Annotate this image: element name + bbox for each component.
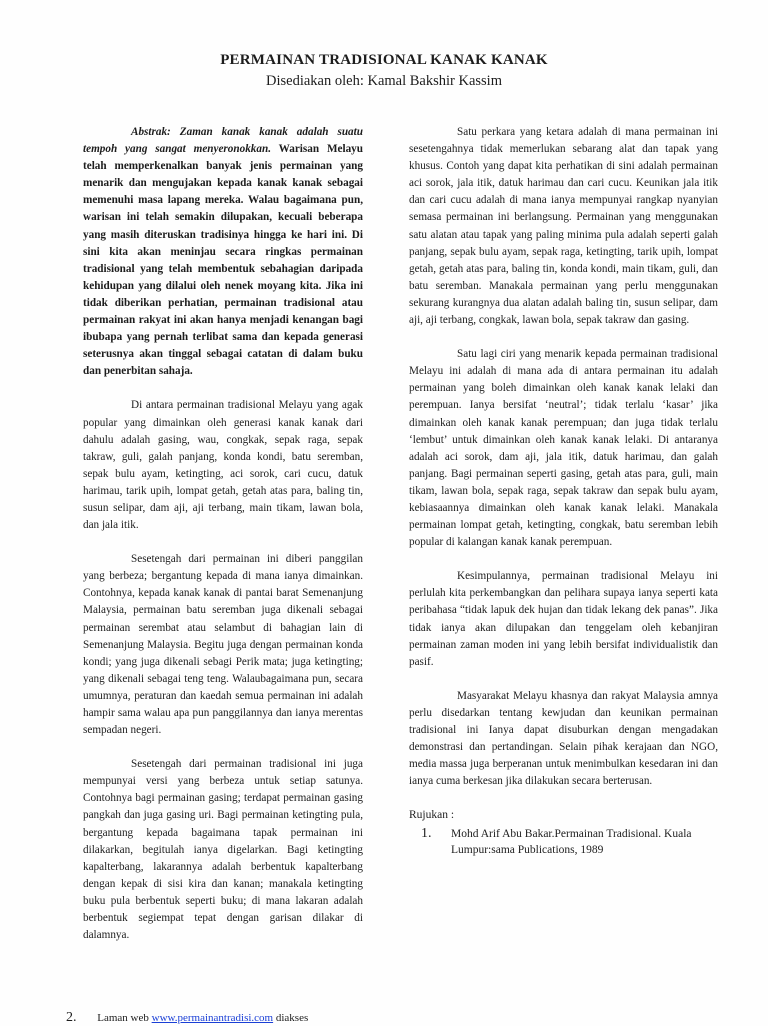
footer-suffix: diakses [275, 1012, 309, 1024]
left-paragraph-3: Sesetengah dari permainan tradisional ini juga mempunyai versi yang berbeza untuk setiap satunya. Contohnya bagi permainan gasing; terdapat permainan gasing pangkah dan juga gasing uri. Bagi permainan ketingting pula, bergantung kepada bagaimana tapak permainan ini dilakarkan, begitulah ianya digelarkan. Bagi ketingting kapalterbang, lakarannya adalah berbentuk kapalterbang dengan kepak di sisi kira dan kanan; manakala ketingting buku pula berbentuk seperti buku; di mana lakaran adalah berbentuk segiempat tepat dengan garisan dilakar di dalamnya. [83, 758, 363, 942]
reference-item [409, 826, 718, 858]
abstract-label: Abstrak: [131, 126, 171, 138]
author-line: Disediakan oleh: Kamal Bakshir Kassim [266, 73, 502, 89]
left-column [83, 124, 363, 944]
reference-text: Mohd Arif Abu Bakar.Permainan Tradisional. Kuala Lumpur:sama Publications, 1989 [451, 828, 692, 857]
right-paragraph-4: Masyarakat Melayu khasnya dan rakyat Malaysia amnya perlu disedarkan tentang kewjudan dan keunikan permainan tradisional ini Ianya dapat disuburkan dengan mengadakan demonstrasi dan pertandingan. Selain pihak kerajaan dan NGO, media massa juga berperanan untuk menimbulkan kesedaran ini dan ianya cuma berkesan jika dilakukan secara berterusan. [409, 689, 718, 788]
right-column [409, 124, 718, 858]
left-paragraph-2: Sesetengah dari permainan ini diberi panggilan yang berbeza; bergantung kepada di mana ianya dimainkan. Contohnya, kepada kanak kanak di pantai barat Semenanjung Malaysia, permainan batu seremban juga dikenali sebagai permainan serembat atau selambut di bahagian lain di Semenanjung Malaysia. Begitu juga dengan permainan konda kondi; yang juga dikenali sebagi Perik mata; juga ketingting; yang dikenali sebagai teng teng. Walaubagaimana pun, secara umumnya, peraturan dan kaedah semua permainan ini adalah hampir sama walau apa pun panggilannya dan ianya merentas sempadan negeri. [83, 553, 363, 737]
left-paragraph-1: Di antara permainan tradisional Melayu yang agak popular yang dimainkan oleh generasi kanak kanak dari dahulu adalah gasing, wau, congkak, sepak raga, sepak takraw, guli, galah panjang, konda kondi, batu seremban, sepak bulu ayam, ketingting, aci sorok, cari cucu, datuk harimau, tarik upih, lompat getah, getah atas para, baling tin, susun selipar, dam aji, aji terbang, main tikam, lawan bola, dan jala itik. [83, 399, 363, 532]
right-paragraph-1: Satu perkara yang ketara adalah di mana permainan ini sesetengahnya tidak memerlukan sebarang alat dan tapak yang khusus. Contoh yang dapat kita perhatikan di sini adalah permainan aci sorok, jala itik, datuk harimau dan cari cucu. Keunikan jala itik dan cari cucu adalah di mana ianya mempunyai rangkap nyanyian semasa permainan ini berlangsung. Permainan yang menggunakan satu alatan atau tapak yang paling minima pula adalah seperti galah panjang, sepak bulu ayam, sepak raga, ketingting, tarik upih, lompat getah, getah atas para, baling tin, konda kondi, main tikam, guli, dan batu seremban. Manakala permainan yang perlu menggunakan sekurang kurangnya dua alatan adalah baling tin, susun selipar, dam aji, aji terbang, congkak, lawan bola, sepak takraw dan gasing. [409, 126, 718, 327]
document-title: PERMAINAN TRADISIONAL KANAK KANAK [220, 52, 548, 68]
references-list [409, 826, 718, 858]
abstract-paragraph [83, 124, 363, 380]
right-paragraph-2: Satu lagi ciri yang menarik kepada permainan tradisional Melayu ini adalah di mana ada di antara permainan itu adalah permainan yang boleh dimainkan oleh kanak kanak lelaki dan perempuan. Ianya bersifat ‘neutral’; tidak terlalu ‘kasar’ jika dimainkan oleh kanak kanak perempuan; dan juga tidak terlalu ‘lembut’ untuk dimainkan oleh kanak kanak lelaki. Di antaranya adalah aci sorok, dam aji, jala itik, datuk harimau, dan galah panjang. Bagi permainan seperti gasing, getah atas para, guli, main tikam, lawan bola, sepak raga, sepak takraw dan sepak bulu ayam, kebiasaannya dimainkan oleh kanak kanak lelaki. Manakala permainan lompat getah, ketingting, congkak, batu seremban lebih popular di kalangan kanak kanak perempuan. [409, 348, 718, 549]
abstract-body: Warisan Melayu telah memperkenalkan banyak jenis permainan yang menarik dan mengujakan kepada kanak kanak sebagai memenuhi masa lapang mereka. Walau bagaimana pun, warisan ini telah semakin dilupakan, kecuali beberapa yang masih diteruskan tradisinya hingga ke hari ini. Di sini kita akan meninjau secara ringkas permainan tradisional yang telah membentuk sebahagian daripada kehidupan yang dilalui oleh nenek moyang kita. Jika ini tidak diberikan perhatian, permainan tradisional atau permainan rakyat ini akan hanya menjadi kenangan bagi ibubapa yang pernah terlibat sama dan kepada generasi seterusnya akan tinggal sebagai catatan di dalam buku dan penerbitan sahaja. [83, 143, 363, 378]
footer-number: 2. [66, 1010, 77, 1025]
footer-prefix: Laman web [97, 1012, 149, 1024]
website-link[interactable]: www.permainantradisi.com [151, 1012, 274, 1024]
abstract-lead: Zaman kanak kanak adalah suatu tempoh yang sangat menyeronokkan. [83, 126, 363, 156]
references-heading: Rujukan : [409, 809, 455, 822]
right-paragraph-3: Kesimpulannya, permainan tradisional Melayu ini perlulah kita perkembangkan dan pelihara supaya ianya seperti kata peribahasa “tidak lapuk dek hujan dan tidak lekang dek panas”. Jika tidak ianya akan dilupakan dan tenggelam oleh kebanjiran permainan zaman moden ini yang lebih bersifat individualistik dan pasif. [409, 570, 718, 668]
reference-number: 1. [421, 826, 432, 842]
